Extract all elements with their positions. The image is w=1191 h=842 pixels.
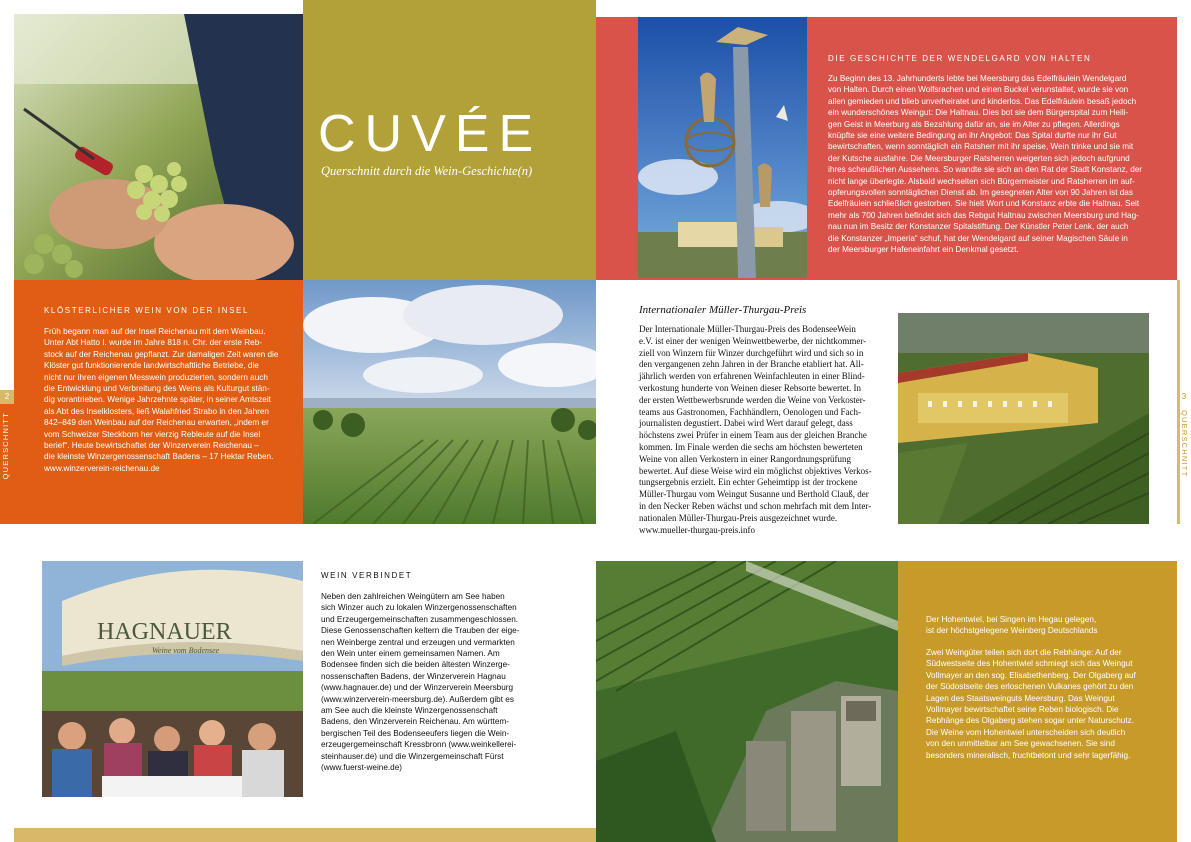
text-line: jährlich werden von erfahrenen Weinfachleuten in einer Blind-: [639, 371, 865, 382]
text-line: Rebhänge des Olgaberg stehen sogar unter Naturschutz.: [926, 716, 1135, 726]
text-line: nen Weinberge zentral und erzeugen und vermarkten: [321, 637, 515, 647]
text-line: ziell von Winzern für Winzer durchgeführt wird und sich so in: [639, 347, 864, 358]
bottom-right-margin: [1177, 561, 1191, 842]
text-line: 842–849 den Weinbau auf der Reichenau erwarten, „indem er: [44, 418, 269, 428]
verbindet-heading: WEIN VERBINDET: [321, 571, 413, 580]
text-line: Zwei Weingüter teilen sich dort die Rebhänge: Auf der: [926, 648, 1122, 657]
kloster-block: [14, 280, 303, 524]
text-line: bergischen Teil des Bodenseeufers liegen die Wein-: [321, 728, 510, 738]
text-line: und Erzeugergemeinschaften zusammengeschlossen.: [321, 614, 519, 624]
text-line: Südwestseite des Hohentwiel schmiegt sich das Weingut: [926, 659, 1133, 669]
right-side-tab: [1177, 280, 1191, 524]
text-line: der Kutsche ausfahre. Die Meersburger Ratsherren weigerten sich jedoch aufgrund: [828, 153, 1130, 163]
text-line: (www.fuerst-weine.de): [321, 763, 402, 773]
text-line[interactable]: www.mueller-thurgau-preis.info: [639, 524, 756, 535]
text-line: berief“. Heute bewirtschaftet der Winzerverein Reichenau –: [44, 441, 259, 451]
text-line: nationalen Müller-Thurgau-Preis ausgezeichnet wurde.: [639, 512, 838, 523]
wendelgard-heading: DIE GESCHICHTE DER WENDELGARD VON HALTEN: [828, 54, 1092, 63]
text-line: am See auch die kleinste Winzergenossenschaft: [321, 706, 498, 716]
text-line: bewirtschaften, wenn sonntäglich ein Ratsherr mit ihr speise, Wein trinke und sie mit: [828, 142, 1134, 152]
text-line: allen gemieden und blieb unverheiratet und kinderlos. Das Edelfräulein besaß jedoch: [828, 96, 1137, 106]
text-line: den Wein unter einem gemeinsamen Namen. Am: [321, 649, 500, 659]
text-line: Zu Beginn des 13. Jahrhunderts lebte bei Meersburg das Edelfräulein Wendelgard: [828, 74, 1127, 83]
text-line: ist der höchstgelegene Weinberg Deutschlands: [926, 626, 1098, 636]
text-line: Vollmayer an den sog. Elisabethenberg. Der Olgaberg auf: [926, 670, 1136, 680]
verbindet-text: [321, 591, 596, 774]
text-line: Der Internationale Müller-Thurgau-Preis des BodenseeWein: [639, 324, 856, 334]
left-side-tab: [0, 390, 14, 524]
text-line[interactable]: www.winzerverein-reichenau.de: [44, 463, 160, 473]
text-line: Lagen des Staatsweinguts Meersburg. Das Weingut: [926, 693, 1115, 703]
side-tab-label-right: QUERSCHNITT: [1180, 410, 1189, 478]
text-line: vom Schweizer Steckborn her vierzig Rebleute auf die Insel: [44, 429, 261, 439]
text-line: Neben den zahlreichen Weingütern am See haben: [321, 592, 505, 601]
mueller-heading: Internationaler Müller-Thurgau-Preis: [639, 304, 807, 316]
kloster-text: [44, 326, 300, 474]
text-line: von den unmittelbar am See gewachsenen. Sie sind: [926, 739, 1115, 749]
text-line: als Abt des Inselklosters, ließ Walahfried Strabo in den Jahren: [44, 406, 269, 416]
kloster-heading: KLÖSTERLICHER WEIN VON DER INSEL: [44, 306, 250, 315]
text-line: Unter Abt Hatto I. wurde im Jahre 818 n. Chr. der erste Reb-: [44, 338, 262, 348]
page-subtitle: Querschnitt durch die Wein-Geschichte(n): [321, 164, 533, 178]
text-line: steinhauser.de) und die Winzergemeinschaft Fürst: [321, 751, 504, 761]
text-line: besonders mineralisch, fruchtbetont und sehr lagerfähig.: [926, 750, 1131, 760]
hohentwiel-text: [926, 647, 1171, 761]
text-line: ein wunderschönes Weingut: Die Haltnau. Dies bot sie dem Bürgerspital zum Heili-: [828, 108, 1129, 118]
text-line: den vergangenen zehn Jahren in der Branche etabliert hat. All-: [639, 359, 864, 370]
text-line: Bodensee finden sich die beiden ältesten Winzerge-: [321, 660, 510, 670]
magic-column-photo: [638, 17, 807, 278]
text-line: sich Winzer auch zu lokalen Winzergenossenschaften: [321, 603, 517, 613]
text-line: Edelfräulein schließlich gestorben. Sie hielt Wort und Konstanz erbte die Haltnau. Seit: [828, 199, 1140, 209]
side-tab-label-left: QUERSCHNITT: [1, 412, 10, 480]
text-line: gen Geist in Meerburg als Bezahlung dafür an, sie im Alter zu pflegen. Allerdings: [828, 119, 1120, 129]
mueller-text: [639, 324, 882, 536]
umbrella-brand: HAGNAUER: [97, 619, 232, 645]
text-line: höchstens zwei Prüfer in einem Team aus der gleichen Branche: [639, 430, 867, 441]
text-line: kommen. Im Finale werden die sechs am höchsten bewerteten: [639, 441, 863, 452]
text-line: Diese Genossenschaften keltern die Trauben der eige-: [321, 626, 520, 636]
hohentwiel-block: [898, 561, 1177, 842]
text-line: teams aus Gastronomen, Fachhändlern, Oenologen und Fach-: [639, 406, 861, 417]
text-line: nicht lange überlegte. Alsbald wechselten sich Bürgermeister und Ratsherren im auf-: [828, 176, 1135, 186]
text-line: Der Hohentwiel, bei Singen im Hegau gelegen,: [926, 615, 1097, 624]
text-line: tungsergebnis erzielt. Ein echter Geheimtipp ist der trockene: [639, 477, 858, 488]
text-line: Vollmayer bewirtschaftet seine Reben biologisch. Die: [926, 705, 1119, 715]
meersburg-aerial-photo: [898, 313, 1149, 524]
text-line: Klöster gut funktionierende landwirtschaftliche Betriebe, die: [44, 361, 259, 371]
title-block: [303, 0, 596, 280]
text-line: der Meersburger Hafeneinfahrt ein Denkmal gesetzt.: [828, 245, 1019, 255]
text-line: stock auf der Reichenau gepflanzt. Zur damaligen Zeit waren die: [44, 349, 279, 359]
text-line: (www.winzerverein-meersburg.de). Außerdem gibt es: [321, 694, 514, 704]
winegrowers-table-photo: [42, 561, 303, 797]
page-number-right: 3: [1181, 392, 1187, 401]
text-line: die Konstanzer „Imperia“ schuf, hat der Wendelgard auf seiner Magischen Säule in: [828, 233, 1128, 243]
text-line: dig vorantrieben. Wenige Jahrzehnte später, in seiner Amtszeit: [44, 395, 271, 405]
text-line: nicht nur ihren eigenen Messwein produzierten, sondern auch: [44, 372, 268, 382]
grape-harvest-photo: [14, 14, 303, 280]
text-line: Badens, den Winzerverein Reichenau. Am württem-: [321, 717, 509, 727]
text-line: nau nun im Besitz der Konstanzer Spitalstiftung. Der Künstler Peter Lenk, der auch: [828, 222, 1129, 232]
page-title: CUVÉE: [318, 105, 543, 163]
text-line: der Südostseite des erloschenen Vulkanes gehört zu den: [926, 682, 1134, 692]
hohentwiel-aerial-photo: [596, 561, 898, 842]
text-line: Weine von allen Verkostern in einer Rangordnungsprüfung: [639, 453, 852, 464]
vineyard-landscape-photo: [303, 280, 596, 524]
text-line: bewertet. Auf diese Weise wird ein möglichst objektives Verkos-: [639, 465, 872, 476]
text-line: Früh begann man auf der Insel Reichenau mit dem Weinbau.: [44, 327, 266, 336]
text-line: (www.hagnauer.de) und der Winzerverein Meersburg: [321, 683, 514, 693]
text-line: die Entwicklung und Verbreitung des Weins als Kulturgut stän-: [44, 384, 270, 394]
text-line: erzeugergemeinschaft Kressbronn (www.weinkellerei-: [321, 740, 517, 750]
text-line: der ersten Wettbewerbsrunde werden die Weine von Verkoster-: [639, 394, 866, 405]
text-line: verkostung hunderte von Weinen dieser Rebsorte bewertet. In: [639, 382, 862, 393]
wendelgard-block: [596, 17, 1177, 280]
bottom-bar-left: [14, 828, 596, 842]
text-line: Müller-Thurgau vom Weingut Susanne und Berthold Clauß, der: [639, 489, 869, 500]
text-line: ihres scheußlichen Aussehens. So wandte sie sich an den Rat der Stadt Konstanz, der: [828, 165, 1143, 175]
text-line: opferungsvollen sonntäglichen Dienst ab. Im gesegneten Alter von 90 Jahren ist das: [828, 188, 1133, 198]
text-line: in den Necker Reben wächst und schon mehrfach mit dem Inter-: [639, 500, 872, 511]
page-number-left: 2: [0, 390, 14, 404]
wendelgard-text: [828, 73, 1168, 256]
text-line: knüpfte sie eine weitere Bedingung an ihr Angebot: Das Spital durfte nur ihr Gut: [828, 131, 1117, 141]
umbrella-tagline: Weine vom Bodensee: [152, 646, 220, 655]
text-line: von Halten. Durch einen Wolfsrachen und einen Buckel verunstaltet, wurde sie von: [828, 85, 1129, 95]
text-line: nossenschaften Badens, der Winzerverein Hagnau: [321, 671, 506, 681]
text-line: Die Weine vom Hohentwiel unterscheiden sich deutlich: [926, 727, 1126, 737]
text-line: e.V. ist einer der wenigen Weinwettbewerbe, der nichtkommer-: [639, 335, 867, 346]
text-line: die kleinste Winzergenossenschaft Badens – 17 Hektar Reben.: [44, 452, 274, 462]
text-line: journalisten degustiert. Dabei wird Wert darauf gelegt, dass: [639, 418, 853, 429]
hohentwiel-intro: [926, 614, 1171, 637]
text-line: mehr als 700 Jahren befindet sich das Rebgut Haltnau zwischen Meersburg und Hag-: [828, 210, 1139, 220]
